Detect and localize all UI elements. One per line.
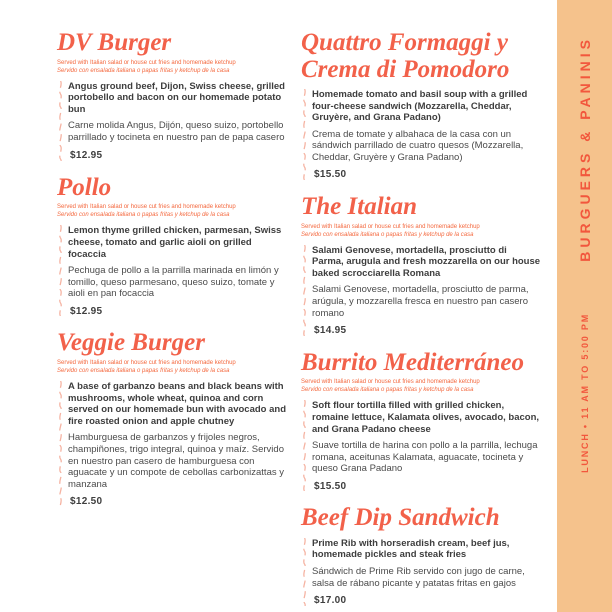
- item-description-en: Soft flour tortilla filled with grilled chicken, romaine lettuce, Kalamata olives, avocado, bacon, and Grana Padano cheese: [312, 400, 540, 435]
- menu-item: [57, 330, 289, 512]
- item-description-en: Homemade tomato and basil soup with a grilled four-cheese sandwich (Mozzarella, Cheddar, Gruyère, and Grana Padano): [312, 89, 528, 124]
- item-title: DV Burger: [57, 29, 172, 56]
- wavy-divider-line: [301, 538, 308, 611]
- item-texts: [312, 245, 541, 341]
- item-title: Pollo: [57, 173, 112, 201]
- item-note-en: Served with Italian salad or house cut fries and homemade ketchup: [301, 379, 480, 386]
- menu-column-right: [301, 30, 541, 612]
- item-title: Beef Dip Sandwich: [301, 504, 500, 532]
- item-description-es: Sándwich de Prime Rib servido con jugo de carne, salsa de rábano picante y patatas fritas en gajos: [312, 566, 525, 589]
- wavy-divider-line: [57, 225, 64, 321]
- item-description-en: Salami Genovese, mortadella, prosciutto di Parma, arugula and fresh mozzarella on our house baked scrocciarella Romana: [312, 244, 541, 279]
- menu-item: [301, 194, 541, 341]
- item-description-es: Crema de tomate y albahaca de la casa con un sándwich parrillado de cuatro quesos (Mozzarella, Cheddar, Gruyère y Grana Padano): [312, 128, 524, 163]
- item-price: $15.50: [314, 480, 347, 492]
- menu-item: [57, 175, 289, 322]
- item-description-en: Angus ground beef, Dijon, Swiss cheese, grilled portobello and bacon on our homemade potato bun: [68, 80, 285, 115]
- item-note-en: Served with Italian salad or house cut fries and homemade ketchup: [57, 204, 236, 211]
- item-body: [301, 89, 541, 185]
- item-price: $12.50: [70, 496, 103, 508]
- menu-item: [301, 350, 541, 497]
- menu-column-left: [57, 30, 289, 612]
- item-title: The Italian: [301, 193, 417, 220]
- wavy-divider-line: [301, 400, 308, 496]
- item-description-en: A base of garbanzo beans and black beans with mushrooms, whole wheat, quinoa and corn served on our homemade bun with avocado and fire roasted onion and apple chutney: [68, 381, 287, 427]
- menu-content: [57, 30, 541, 612]
- item-body: [57, 225, 289, 321]
- item-body: [301, 400, 541, 496]
- item-description-es: Suave tortilla de harina con pollo a la parrilla, lechuga romana, aceitunas Kalamata, aguacate, tocineta y queso Grana Padano: [312, 440, 538, 475]
- item-price: $12.95: [70, 305, 103, 317]
- item-description-en: Lemon thyme grilled chicken, parmesan, Swiss cheese, tomato and garlic aioli on grilled focaccia: [68, 225, 282, 260]
- item-title: Burrito Mediterráneo: [301, 348, 524, 376]
- item-description-es: Salami Genovese, mortadella, prosciutto de parma, arúgula, y mozzarella fresca en nuestro pan casero romano: [312, 284, 529, 319]
- item-price: $14.95: [314, 325, 347, 337]
- item-title: Quattro Formaggi y Crema di Pomodoro: [301, 29, 510, 83]
- item-texts: [312, 400, 541, 496]
- sidebar-hours-label: LUNCH • 11 AM TO 5:00 PM: [579, 313, 590, 473]
- sidebar-category-title: BURGUERS & PANINIS: [576, 36, 593, 262]
- item-description-es: Hamburguesa de garbanzos y frijoles negros, champiñones, trigo integral, quinoa y maíz. Servido en nuestro pan casero de hamburguesa con aguacate y un compote de cebollas carbonizattas y manzana: [68, 432, 284, 490]
- item-description-es: Pechuga de pollo a la parrilla marinada en limón y tomillo, queso parmesano, queso suizo, tomate y aioli en pan focaccia: [68, 265, 279, 300]
- item-note-en: Served with Italian salad or house cut fries and homemade ketchup: [301, 223, 480, 230]
- item-texts: [312, 89, 541, 185]
- item-note-en: Served with Italian salad or house cut fries and homemade ketchup: [57, 359, 236, 366]
- item-description-en: Prime Rib with horseradish cream, beef jus, homemade pickles and steak fries: [312, 537, 510, 561]
- item-texts: [68, 81, 289, 166]
- item-texts: [68, 225, 289, 321]
- menu-item: [57, 30, 289, 166]
- category-sidebar: [557, 0, 612, 612]
- menu-item: [301, 30, 541, 185]
- item-note-es: Servido con ensalada italiana o papas fritas y ketchup de la casa: [301, 387, 474, 394]
- item-texts: [312, 538, 541, 611]
- menu-item: [301, 505, 541, 611]
- item-price: $12.95: [70, 149, 103, 161]
- wavy-divider-line: [57, 381, 64, 512]
- item-price: $15.50: [314, 169, 347, 181]
- item-note-en: Served with Italian salad or house cut fries and homemade ketchup: [57, 59, 236, 66]
- wavy-divider-line: [57, 81, 64, 166]
- item-body: [57, 381, 289, 512]
- item-note-es: Servido con ensalada italiana o papas fritas y ketchup de la casa: [57, 367, 230, 374]
- item-title: Veggie Burger: [57, 329, 205, 357]
- item-price: $17.00: [314, 595, 347, 607]
- wavy-divider-line: [301, 245, 308, 341]
- item-note-es: Servido con ensalada italiana o papas fritas y ketchup de la casa: [301, 231, 474, 238]
- wavy-divider-line: [301, 89, 308, 185]
- item-body: [301, 245, 541, 341]
- item-note-es: Servido con ensalada italiana o papas fritas y ketchup de la casa: [57, 212, 230, 219]
- item-note-es: Servido con ensalada italiana o papas fritas y ketchup de la casa: [57, 67, 230, 74]
- item-texts: [68, 381, 289, 512]
- item-body: [301, 538, 541, 611]
- item-description-es: Carne molida Angus, Dijón, queso suizo, portobello parrillado y tocineta en nuestro pan de papa casero: [68, 120, 285, 143]
- item-body: [57, 81, 289, 166]
